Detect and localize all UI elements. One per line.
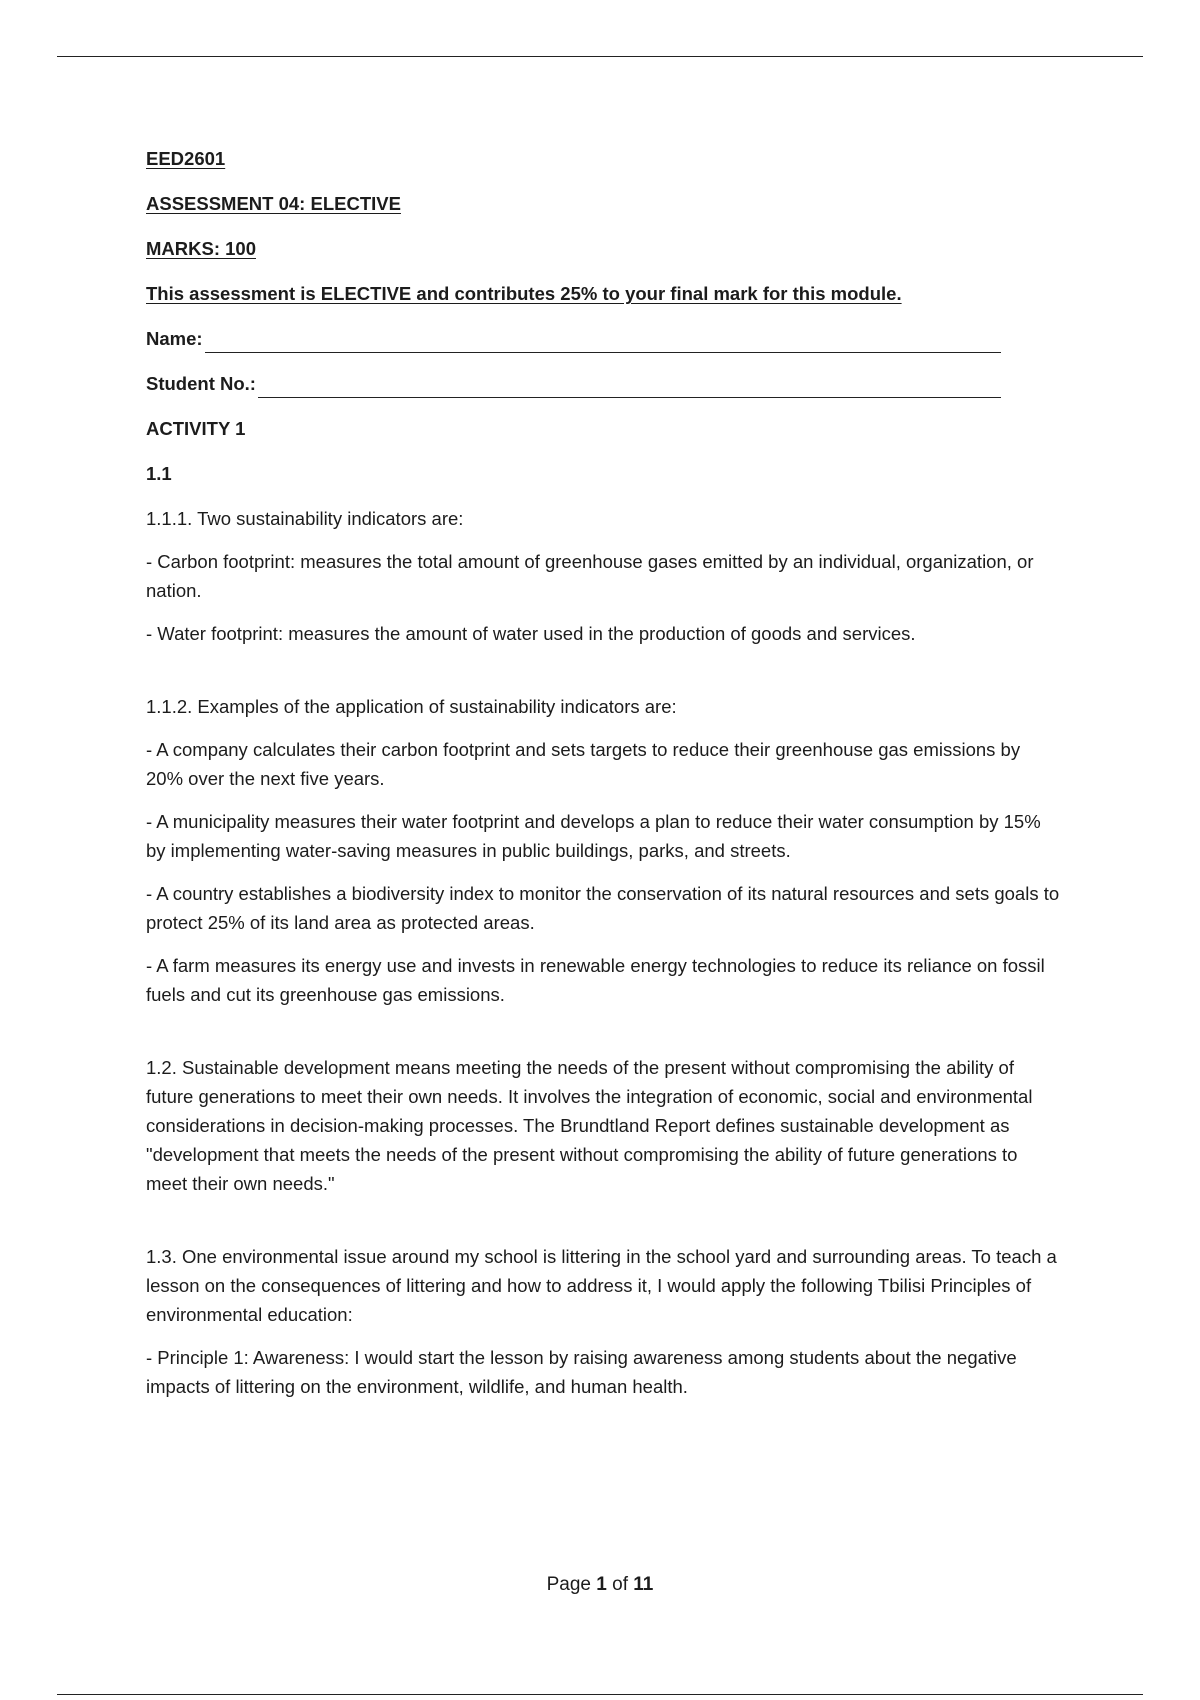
q112-item-3: - A country establishes a biodiversity index to monitor the conservation of its natural resources and sets goals to protect 25% of its land area as protected areas. xyxy=(146,883,1060,933)
q111-intro: 1.1.1. Two sustainability indicators are: xyxy=(146,508,464,529)
student-no-label: Student No.: xyxy=(146,373,256,394)
name-blank-line xyxy=(205,332,1001,353)
q12-answer: 1.2. Sustainable development means meeting the needs of the present without compromising the ability of future generations to meet their own needs. It involves the integration of economic, social and environmental considerations in decision-making processes. The Brundtland Report defines sustainable development as "development that meets the needs of the present without compromising the ability of future generations to meet their own needs." xyxy=(146,1057,1033,1194)
q112-item-2: - A municipality measures their water footprint and develops a plan to reduce their water consumption by 15% by implementing water-saving measures in public buildings, parks, and streets. xyxy=(146,811,1041,861)
section-heading: 1.1 xyxy=(146,463,172,484)
q13-answer: 1.3. One environmental issue around my school is littering in the school yard and surrounding areas. To teach a lesson on the consequences of littering and how to address it, I would apply the following Tbilisi Principles of environmental education: xyxy=(146,1246,1057,1325)
assessment-note: This assessment is ELECTIVE and contributes 25% to your final mark for this module. xyxy=(146,283,902,304)
q111-item-2: - Water footprint: measures the amount of water used in the production of goods and services. xyxy=(146,623,916,644)
student-no-field xyxy=(146,369,1001,398)
assessment-title: ASSESSMENT 04: ELECTIVE xyxy=(146,193,401,214)
q112-intro: 1.1.2. Examples of the application of sustainability indicators are: xyxy=(146,696,677,717)
page-total: 11 xyxy=(633,1574,654,1595)
course-code: EED2601 xyxy=(146,148,226,169)
q112-item-4: - A farm measures its energy use and invests in renewable energy technologies to reduce its reliance on fossil fuels and cut its greenhouse gas emissions. xyxy=(146,955,1045,1005)
name-label: Name: xyxy=(146,328,203,349)
name-field xyxy=(146,324,1001,353)
q111-item-1: - Carbon footprint: measures the total amount of greenhouse gases emitted by an individual, organization, or nation. xyxy=(146,551,1034,601)
page-footer xyxy=(0,1574,1200,1596)
page-word: Page xyxy=(546,1574,591,1595)
page-current: 1 xyxy=(596,1574,607,1595)
q13-item-1: - Principle 1: Awareness: I would start the lesson by raising awareness among students about the negative impacts of littering on the environment, wildlife, and human health. xyxy=(146,1347,1017,1397)
bottom-rule xyxy=(57,1694,1143,1695)
of-word: of xyxy=(612,1574,628,1595)
student-no-blank-line xyxy=(258,377,1001,398)
activity-title: ACTIVITY 1 xyxy=(146,418,246,439)
marks-total: MARKS: 100 xyxy=(146,238,256,259)
document-body xyxy=(146,144,1061,1415)
top-rule xyxy=(57,56,1143,57)
q112-item-1: - A company calculates their carbon footprint and sets targets to reduce their greenhouse gas emissions by 20% over the next five years. xyxy=(146,739,1021,789)
